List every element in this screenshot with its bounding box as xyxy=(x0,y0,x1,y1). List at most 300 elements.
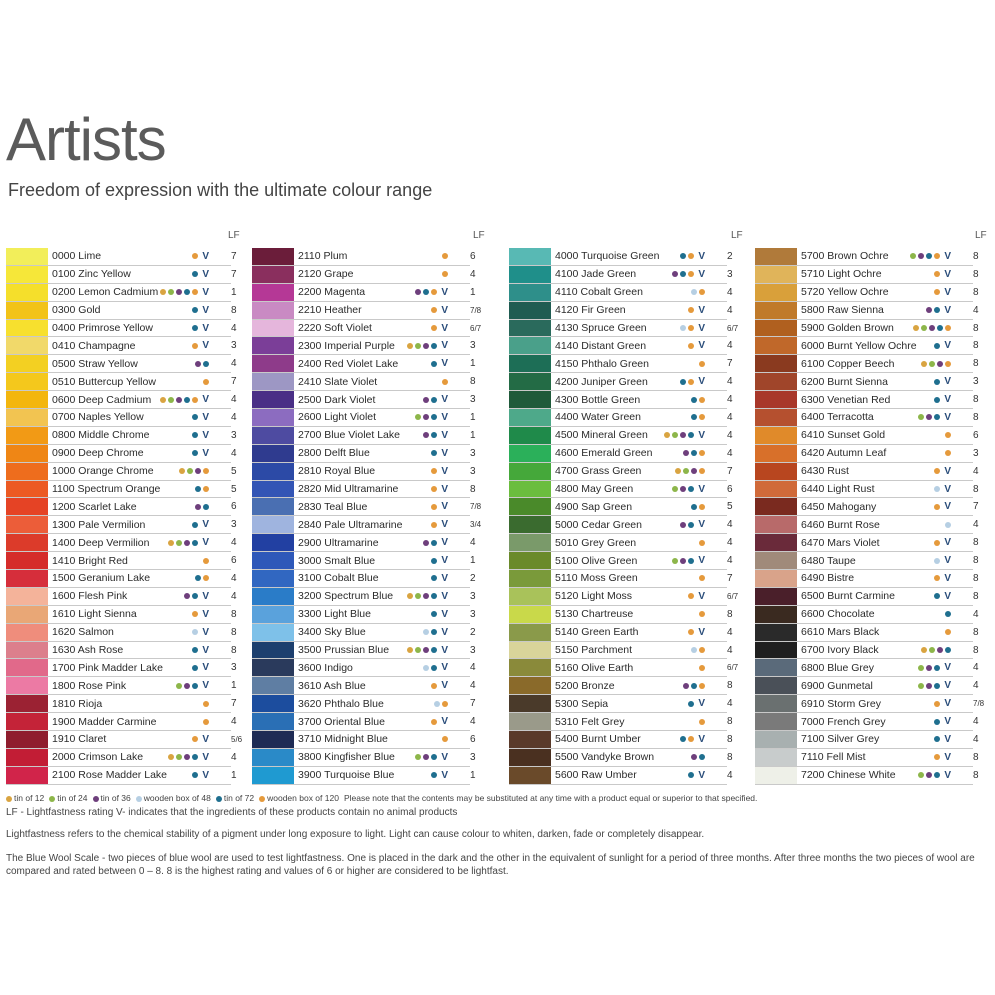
pack-dot-icon xyxy=(176,540,182,546)
pack-dot-icon xyxy=(431,289,437,295)
colour-swatch xyxy=(252,570,294,587)
lightfastness-rating: 4 xyxy=(231,394,237,406)
pack-dot-icon xyxy=(423,629,429,635)
lightfastness-rating: 7 xyxy=(973,501,979,513)
pack-dot-icon xyxy=(921,325,927,331)
pack-indicators xyxy=(691,504,705,510)
colour-row xyxy=(755,552,979,570)
vegan-mark: V xyxy=(441,680,448,692)
colour-row xyxy=(755,624,979,642)
colour-swatch xyxy=(755,731,797,748)
colour-row xyxy=(755,695,985,713)
colour-name: 5130 Chartreuse xyxy=(555,608,634,621)
colour-row xyxy=(755,445,979,463)
colour-name: 1000 Orange Chrome xyxy=(52,465,154,478)
pack-indicators xyxy=(431,305,448,316)
colour-name: 1810 Rioja xyxy=(52,697,103,710)
vegan-mark: V xyxy=(944,537,951,549)
lightfastness-rating: 6/7 xyxy=(727,663,739,673)
colour-name: 6800 Blue Grey xyxy=(801,661,874,674)
pack-indicators xyxy=(934,287,951,298)
lightfastness-rating: 8 xyxy=(470,376,476,388)
colour-name: 1300 Pale Vermilion xyxy=(52,518,146,531)
pack-indicators xyxy=(203,701,209,707)
colour-swatch xyxy=(252,481,294,498)
vegan-mark: V xyxy=(202,608,209,620)
colour-swatch xyxy=(6,534,48,551)
colour-name: 3600 Indigo xyxy=(298,661,353,674)
vegan-mark: V xyxy=(441,322,448,334)
pack-dot-icon xyxy=(192,683,198,689)
pack-dot-icon xyxy=(184,540,190,546)
colour-name: 6300 Venetian Red xyxy=(801,393,891,406)
colour-name: 6910 Storm Grey xyxy=(801,697,881,710)
pack-indicators xyxy=(179,468,209,474)
colour-name: 1620 Salmon xyxy=(52,626,114,639)
colour-row xyxy=(6,516,237,534)
pack-dot-icon xyxy=(442,253,448,259)
vegan-mark: V xyxy=(202,394,209,406)
vegan-mark: V xyxy=(441,286,448,298)
colour-name: 1400 Deep Vermilion xyxy=(52,536,150,549)
pack-dot-icon xyxy=(688,325,694,331)
pack-indicators xyxy=(680,376,705,387)
colour-swatch xyxy=(6,427,48,444)
pack-dot-icon xyxy=(431,540,437,546)
pack-dot-icon xyxy=(672,486,678,492)
pack-indicators xyxy=(195,504,209,510)
colour-name: 1100 Spectrum Orange xyxy=(52,483,161,496)
lightfastness-rating: 3 xyxy=(470,644,476,656)
colour-name: 5200 Bronze xyxy=(555,679,615,692)
colour-row xyxy=(509,731,733,749)
vegan-mark: V xyxy=(202,411,209,423)
pack-indicators xyxy=(680,734,705,745)
vegan-mark: V xyxy=(441,769,448,781)
colour-row xyxy=(6,337,237,355)
pack-indicators xyxy=(683,683,705,689)
colour-row xyxy=(252,481,476,499)
lightfastness-rating: 8 xyxy=(973,751,979,763)
pack-dot-icon xyxy=(929,325,935,331)
colour-swatch xyxy=(755,373,797,390)
pack-dot-icon xyxy=(203,701,209,707)
colour-row xyxy=(6,767,237,785)
colour-row xyxy=(509,552,733,570)
pack-dot-icon xyxy=(926,772,932,778)
vegan-mark: V xyxy=(202,340,209,352)
pack-dot-icon xyxy=(431,593,437,599)
pack-indicators xyxy=(691,754,705,760)
pack-dot-icon xyxy=(203,558,209,564)
legend-note: Please note that the contents may be substituted at any time with a product equal or superior to that specified. xyxy=(343,793,758,803)
pack-dot-icon xyxy=(423,289,429,295)
colour-swatch xyxy=(509,266,551,283)
lightfastness-rating: 4 xyxy=(973,465,979,477)
lightfastness-rating: 4 xyxy=(727,698,733,710)
pack-indicators xyxy=(934,269,951,280)
colour-name: 3900 Turquoise Blue xyxy=(298,769,395,782)
colour-name: 6200 Burnt Sienna xyxy=(801,375,888,388)
colour-swatch xyxy=(6,677,48,694)
pack-indicators xyxy=(945,629,951,635)
colour-row xyxy=(6,266,237,284)
lightfastness-rating: 4 xyxy=(973,716,979,728)
pack-indicators xyxy=(921,647,951,653)
pack-dot-icon xyxy=(192,450,198,456)
pack-dot-icon xyxy=(672,432,678,438)
lightfastness-rating: 3 xyxy=(470,447,476,459)
colour-row xyxy=(755,266,979,284)
colour-name: 3400 Sky Blue xyxy=(298,626,366,639)
vegan-mark: V xyxy=(698,733,705,745)
pack-indicators xyxy=(407,591,448,602)
pack-dot-icon xyxy=(688,271,694,277)
lightfastness-rating: 4 xyxy=(727,304,733,316)
colour-swatch xyxy=(6,445,48,462)
pack-dot-icon xyxy=(680,432,686,438)
colour-swatch xyxy=(509,355,551,372)
colour-row xyxy=(755,659,979,677)
pack-dot-icon xyxy=(929,647,935,653)
pack-indicators xyxy=(945,432,951,438)
lightfastness-rating: 4 xyxy=(470,268,476,280)
colour-swatch xyxy=(755,355,797,372)
colour-row xyxy=(252,677,476,695)
colour-row xyxy=(6,498,237,516)
lightfastness-rating: 3 xyxy=(973,376,979,388)
pack-indicators xyxy=(934,591,951,602)
pack-dot-icon xyxy=(160,397,166,403)
pack-indicators xyxy=(934,501,951,512)
colour-name: 6430 Rust xyxy=(801,465,849,478)
colour-row xyxy=(6,320,237,338)
pack-indicators xyxy=(691,414,705,420)
lightfastness-rating: 4 xyxy=(727,286,733,298)
colour-row xyxy=(755,516,979,534)
vegan-mark: V xyxy=(944,286,951,298)
vegan-mark: V xyxy=(944,751,951,763)
colour-swatch xyxy=(252,606,294,623)
colour-swatch xyxy=(6,731,48,748)
colour-row xyxy=(252,534,476,552)
colour-swatch xyxy=(755,284,797,301)
pack-dot-icon xyxy=(691,754,697,760)
pack-indicators xyxy=(918,680,951,691)
pack-indicators xyxy=(192,340,209,351)
lightfastness-rating: 4 xyxy=(231,590,237,602)
lightfastness-rating: 4 xyxy=(727,555,733,567)
colour-swatch xyxy=(755,445,797,462)
colour-row xyxy=(755,355,979,373)
pack-dot-icon xyxy=(192,647,198,653)
pack-dot-icon xyxy=(431,683,437,689)
vegan-mark: V xyxy=(441,519,448,531)
pack-dot-icon xyxy=(192,271,198,277)
colour-swatch xyxy=(755,570,797,587)
pack-indicators xyxy=(423,627,448,638)
vegan-mark: V xyxy=(944,680,951,692)
pack-dot-icon xyxy=(945,647,951,653)
pack-dot-icon xyxy=(937,325,943,331)
pack-dot-icon xyxy=(926,414,932,420)
vegan-mark: V xyxy=(944,572,951,584)
colour-name: 2300 Imperial Purple xyxy=(298,339,395,352)
pack-indicators xyxy=(680,519,705,530)
vegan-mark: V xyxy=(202,626,209,638)
colour-swatch xyxy=(6,516,48,533)
lightfastness-rating: 6 xyxy=(973,429,979,441)
pack-indicators xyxy=(910,251,951,262)
colour-name: 3800 Kingfisher Blue xyxy=(298,751,395,764)
pack-indicators xyxy=(672,555,705,566)
pack-dot-icon xyxy=(934,343,940,349)
pack-indicators xyxy=(423,430,448,441)
pack-dot-icon xyxy=(926,253,932,259)
colour-name: 5000 Cedar Green xyxy=(555,518,642,531)
pack-dot-icon xyxy=(415,593,421,599)
colour-swatch xyxy=(509,409,551,426)
lightfastness-rating: 1 xyxy=(470,286,476,298)
colour-row xyxy=(509,266,733,284)
pack-dot-icon xyxy=(699,719,705,725)
colour-name: 1600 Flesh Pink xyxy=(52,590,128,603)
colour-name: 2830 Teal Blue xyxy=(298,500,368,513)
pack-dot-icon xyxy=(688,253,694,259)
colour-row xyxy=(755,373,979,391)
vegan-mark: V xyxy=(944,698,951,710)
colour-row xyxy=(509,677,733,695)
colour-row xyxy=(755,749,979,767)
pack-dot-icon xyxy=(934,701,940,707)
colour-row xyxy=(509,427,733,445)
pack-dot-icon xyxy=(699,754,705,760)
pack-indicators xyxy=(664,430,705,441)
colour-swatch xyxy=(6,606,48,623)
pack-dot-icon xyxy=(431,343,437,349)
lightfastness-rating: 6/7 xyxy=(470,323,482,333)
vegan-mark: V xyxy=(202,322,209,334)
pack-indicators xyxy=(160,287,209,298)
lightfastness-rating: 4 xyxy=(727,769,733,781)
colour-row xyxy=(252,302,482,320)
colour-row xyxy=(755,677,979,695)
lightfastness-rating: 4 xyxy=(470,680,476,692)
colour-name: 5600 Raw Umber xyxy=(555,769,637,782)
pack-dot-icon xyxy=(259,796,265,802)
colour-swatch xyxy=(509,767,551,784)
colour-swatch xyxy=(509,320,551,337)
pack-dot-icon xyxy=(407,647,413,653)
colour-name: 1500 Geranium Lake xyxy=(52,572,151,585)
pack-dot-icon xyxy=(168,754,174,760)
pack-dot-icon xyxy=(423,754,429,760)
legend-label: tin of 72 xyxy=(223,793,255,803)
colour-swatch xyxy=(6,284,48,301)
pack-indicators xyxy=(934,698,951,709)
colour-name: 2600 Light Violet xyxy=(298,411,377,424)
colour-name: 7110 Fell Mist xyxy=(801,751,866,764)
pack-indicators xyxy=(442,271,448,277)
lightfastness-rating: 4 xyxy=(973,733,979,745)
colour-name: 5150 Parchment xyxy=(555,644,633,657)
colour-row xyxy=(755,427,979,445)
pack-indicators xyxy=(945,522,951,528)
vegan-mark: V xyxy=(202,304,209,316)
colour-name: 2840 Pale Ultramarine xyxy=(298,518,403,531)
colour-name: 6500 Burnt Carmine xyxy=(801,590,895,603)
lightfastness-rating: 4 xyxy=(231,447,237,459)
pack-dot-icon xyxy=(431,522,437,528)
colour-row xyxy=(252,427,476,445)
pack-dot-icon xyxy=(203,468,209,474)
colour-swatch xyxy=(6,767,48,784)
colour-row xyxy=(509,642,733,660)
colour-swatch xyxy=(509,463,551,480)
pack-dot-icon xyxy=(176,683,182,689)
pack-dot-icon xyxy=(683,468,689,474)
pack-dot-icon xyxy=(431,414,437,420)
colour-swatch xyxy=(755,588,797,605)
lightfastness-rating: 8 xyxy=(973,268,979,280)
pack-indicators xyxy=(192,448,209,459)
pack-dot-icon xyxy=(934,772,940,778)
lightfastness-rating: 1 xyxy=(470,429,476,441)
pack-dot-icon xyxy=(945,450,951,456)
colour-name: 5120 Light Moss xyxy=(555,590,633,603)
colour-name: 6600 Chocolate xyxy=(801,608,875,621)
pack-dot-icon xyxy=(680,558,686,564)
lightfastness-rating: 4 xyxy=(470,537,476,549)
vegan-mark: V xyxy=(441,358,448,370)
legend-label: tin of 24 xyxy=(57,793,88,803)
pack-indicators xyxy=(431,501,448,512)
vegan-mark: V xyxy=(202,662,209,674)
colour-name: 5110 Moss Green xyxy=(555,572,638,585)
colour-swatch xyxy=(755,606,797,623)
colour-row xyxy=(252,713,476,731)
colour-swatch xyxy=(755,302,797,319)
lightfastness-rating: 8 xyxy=(973,358,979,370)
lightfastness-rating: 8 xyxy=(973,590,979,602)
colour-name: 5700 Brown Ochre xyxy=(801,250,889,263)
colour-swatch xyxy=(252,659,294,676)
pack-indicators xyxy=(192,305,209,316)
colour-row xyxy=(6,749,237,767)
colour-row xyxy=(252,373,476,391)
colour-row xyxy=(6,552,237,570)
vegan-mark: V xyxy=(944,376,951,388)
lightfastness-rating: 4 xyxy=(973,304,979,316)
colour-swatch xyxy=(252,767,294,784)
vegan-mark: V xyxy=(944,555,951,567)
colour-row xyxy=(6,677,237,695)
lightfastness-rating: 3 xyxy=(470,751,476,763)
colour-name: 0300 Gold xyxy=(52,304,101,317)
lightfastness-rating: 8 xyxy=(973,250,979,262)
vegan-mark: V xyxy=(202,537,209,549)
colour-row xyxy=(509,606,733,624)
pack-indicators xyxy=(192,645,209,656)
vegan-mark: V xyxy=(441,626,448,638)
colour-swatch xyxy=(252,695,294,712)
colour-row xyxy=(509,248,733,266)
colour-name: 5100 Olive Green xyxy=(555,554,638,567)
pack-indicators xyxy=(423,537,448,548)
vegan-mark: V xyxy=(698,304,705,316)
colour-name: 0700 Naples Yellow xyxy=(52,411,144,424)
colour-row xyxy=(509,588,739,606)
pack-dot-icon xyxy=(934,736,940,742)
colour-name: 0800 Middle Chrome xyxy=(52,429,150,442)
pack-dot-icon xyxy=(192,611,198,617)
pack-dot-icon xyxy=(431,647,437,653)
colour-column-2 xyxy=(252,248,482,785)
colour-row xyxy=(755,713,979,731)
pack-indicators xyxy=(431,770,448,781)
colour-column-3 xyxy=(509,248,739,785)
colour-name: 2000 Crimson Lake xyxy=(52,751,144,764)
lf-header: LF xyxy=(731,230,743,241)
colour-name: 4130 Spruce Green xyxy=(555,322,647,334)
colour-swatch xyxy=(252,463,294,480)
colour-row xyxy=(509,302,733,320)
pack-indicators xyxy=(442,253,448,259)
pack-indicators xyxy=(688,305,705,316)
pack-indicators xyxy=(203,558,209,564)
colour-swatch xyxy=(755,463,797,480)
colour-row xyxy=(755,337,979,355)
colour-row xyxy=(755,570,979,588)
colour-name: 1700 Pink Madder Lake xyxy=(52,661,163,674)
pack-dot-icon xyxy=(423,593,429,599)
colour-swatch xyxy=(509,552,551,569)
pack-indicators xyxy=(192,323,209,334)
legend-item xyxy=(216,793,254,803)
colour-row xyxy=(509,624,733,642)
pack-indicators xyxy=(192,734,209,745)
colour-row xyxy=(252,248,476,266)
pack-dot-icon xyxy=(415,754,421,760)
colour-name: 6700 Ivory Black xyxy=(801,644,879,657)
pack-dot-icon xyxy=(431,629,437,635)
legend-label: wooden box of 48 xyxy=(143,793,211,803)
pack-dot-icon xyxy=(415,289,421,295)
colour-name: 4900 Sap Green xyxy=(555,500,633,513)
colour-row xyxy=(252,391,476,409)
lightfastness-rating: 1 xyxy=(470,769,476,781)
colour-swatch xyxy=(509,659,551,676)
pack-dot-icon xyxy=(192,432,198,438)
colour-row xyxy=(252,624,476,642)
colour-name: 6000 Burnt Yellow Ochre xyxy=(801,339,917,352)
colour-swatch xyxy=(755,320,797,337)
colour-name: 7000 French Grey xyxy=(801,715,886,728)
lightfastness-rating: 4 xyxy=(727,519,733,531)
vegan-mark: V xyxy=(944,394,951,406)
pack-dot-icon xyxy=(934,683,940,689)
colour-name: 1410 Bright Red xyxy=(52,554,128,567)
colour-swatch xyxy=(6,749,48,766)
lightfastness-rating: 8 xyxy=(973,340,979,352)
lightfastness-rating: 3 xyxy=(231,429,237,441)
vegan-mark: V xyxy=(202,286,209,298)
pack-dot-icon xyxy=(699,450,705,456)
pack-dot-icon xyxy=(431,361,437,367)
colour-row xyxy=(6,642,237,660)
colour-name: 5310 Felt Grey xyxy=(555,715,625,728)
colour-swatch xyxy=(6,409,48,426)
